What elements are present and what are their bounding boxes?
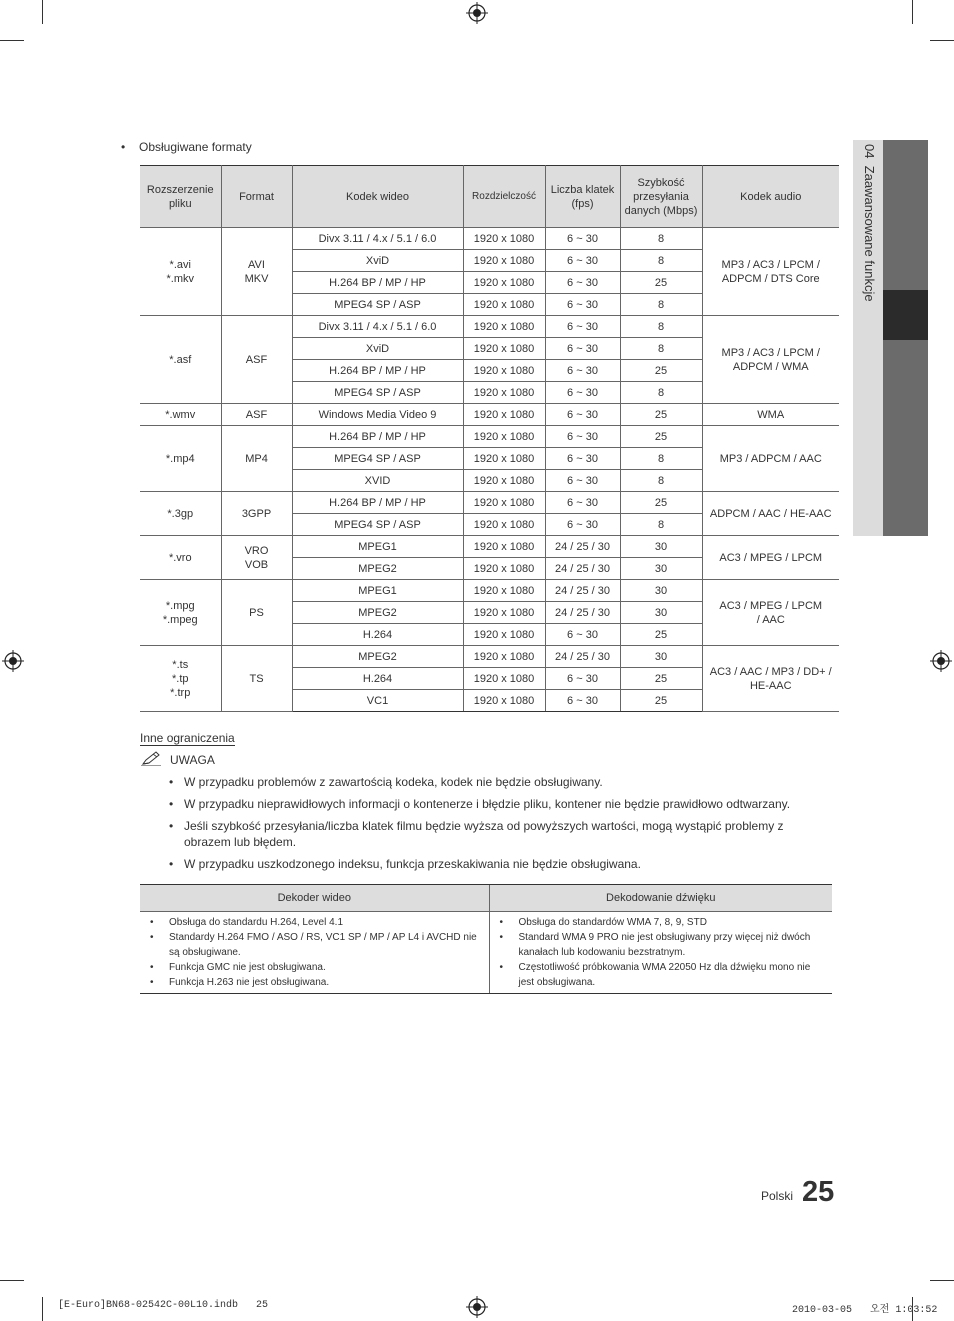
bullet: •: [169, 775, 174, 789]
audio-decoder-cell: [489, 912, 832, 994]
video-codec-cell: XviD: [292, 250, 463, 272]
list-item: [148, 930, 481, 960]
bitrate-cell: 8: [620, 294, 702, 316]
fps-cell: 24 / 25 / 30: [545, 646, 620, 668]
resolution-cell: 1920 x 1080: [463, 294, 545, 316]
table-row: [140, 426, 839, 448]
fps-cell: 24 / 25 / 30: [545, 558, 620, 580]
registration-mark-right: [930, 650, 952, 672]
bullet: •: [169, 797, 174, 811]
format-cell: 3GPP: [221, 492, 292, 536]
video-codec-cell: MPEG1: [292, 536, 463, 558]
bitrate-cell: 25: [620, 404, 702, 426]
video-codec-cell: XVID: [292, 470, 463, 492]
notes-list: [168, 774, 828, 878]
fps-cell: 6 ~ 30: [545, 470, 620, 492]
resolution-cell: 1920 x 1080: [463, 448, 545, 470]
column-header: Rozszerzenie pliku: [140, 166, 221, 228]
bitrate-cell: 25: [620, 668, 702, 690]
table-row: [140, 316, 839, 338]
bitrate-cell: 30: [620, 646, 702, 668]
format-cell: VRO VOB: [221, 536, 292, 580]
column-header: Kodek audio: [702, 166, 839, 228]
video-decoder-cell: [140, 912, 489, 994]
list-item: [168, 796, 828, 812]
video-codec-cell: MPEG4 SP / ASP: [292, 382, 463, 404]
bullet: •: [150, 962, 154, 973]
format-cell: MP4: [221, 426, 292, 492]
format-cell: TS: [221, 646, 292, 712]
extension-cell: *.avi *.mkv: [140, 228, 221, 316]
fps-cell: 6 ~ 30: [545, 272, 620, 294]
video-codec-cell: MPEG4 SP / ASP: [292, 514, 463, 536]
registration-mark-bottom: [466, 1296, 488, 1318]
bitrate-cell: 8: [620, 514, 702, 536]
list-item: [168, 818, 828, 850]
list-item: [148, 915, 481, 930]
resolution-cell: 1920 x 1080: [463, 668, 545, 690]
fps-cell: 24 / 25 / 30: [545, 602, 620, 624]
registration-mark-top: [466, 2, 488, 24]
video-codec-cell: MPEG2: [292, 602, 463, 624]
bitrate-cell: 25: [620, 492, 702, 514]
resolution-cell: 1920 x 1080: [463, 602, 545, 624]
extension-cell: *.vro: [140, 536, 221, 580]
audio-codec-cell: ADPCM / AAC / HE-AAC: [702, 492, 839, 536]
list-item: [498, 915, 825, 930]
fps-cell: 6 ~ 30: [545, 382, 620, 404]
resolution-cell: 1920 x 1080: [463, 250, 545, 272]
bullet: •: [499, 932, 504, 943]
fps-cell: 6 ~ 30: [545, 360, 620, 382]
bitrate-cell: 8: [620, 382, 702, 404]
decoder-item-text: Częstotliwość próbkowania WMA 22050 Hz dla dźwięku mono nie jest obsługiwana.: [518, 962, 811, 988]
note-text: Jeśli szybkość przesyłania/liczba klatek filmu będzie wyższa od powyższych wartości, mogą wystąpić problemy z obrazem lub błędem.: [184, 819, 784, 849]
bitrate-cell: 25: [620, 272, 702, 294]
audio-codec-cell: AC3 / MPEG / LPCM / AAC: [702, 580, 839, 646]
video-codec-cell: H.264 BP / MP / HP: [292, 492, 463, 514]
bullet: •: [499, 917, 504, 928]
fps-cell: 6 ~ 30: [545, 316, 620, 338]
resolution-cell: 1920 x 1080: [463, 624, 545, 646]
bullet: •: [150, 977, 154, 988]
print-slug-date: 2010-03-05 오전 1:03:52: [792, 1305, 938, 1316]
format-cell: AVI MKV: [221, 228, 292, 316]
audio-codec-cell: AC3 / MPEG / LPCM: [702, 536, 839, 580]
video-codec-cell: XviD: [292, 338, 463, 360]
decoder-item-text: Standard WMA 9 PRO nie jest obsługiwany przy więcej niż dwóch kanałach lub kodowaniu bezstratnym.: [518, 932, 811, 958]
bitrate-cell: 8: [620, 228, 702, 250]
page-number: 25: [802, 1176, 835, 1208]
bullet: •: [150, 917, 154, 928]
supported-formats-label: Obsługiwane formaty: [139, 140, 252, 154]
fps-cell: 6 ~ 30: [545, 338, 620, 360]
resolution-cell: 1920 x 1080: [463, 404, 545, 426]
video-codec-cell: H.264 BP / MP / HP: [292, 426, 463, 448]
bitrate-cell: 8: [620, 338, 702, 360]
fps-cell: 6 ~ 30: [545, 690, 620, 712]
resolution-cell: 1920 x 1080: [463, 514, 545, 536]
note-pencil-icon: [141, 750, 161, 766]
supported-formats-heading: [121, 140, 252, 154]
extension-cell: *.wmv: [140, 404, 221, 426]
list-item: [148, 960, 481, 975]
extension-cell: *.mpg *.mpeg: [140, 580, 221, 646]
decoder-item-text: Funkcja GMC nie jest obsługiwana.: [169, 962, 326, 973]
resolution-cell: 1920 x 1080: [463, 470, 545, 492]
format-cell: PS: [221, 580, 292, 646]
table-row: [140, 404, 839, 426]
list-item: [168, 774, 828, 790]
chapter-title: Zaawansowane funkcje: [862, 165, 877, 302]
resolution-cell: 1920 x 1080: [463, 558, 545, 580]
list-item: [168, 856, 828, 872]
resolution-cell: 1920 x 1080: [463, 492, 545, 514]
fps-cell: 6 ~ 30: [545, 294, 620, 316]
chapter-label: [857, 144, 877, 302]
fps-cell: 6 ~ 30: [545, 228, 620, 250]
resolution-cell: 1920 x 1080: [463, 426, 545, 448]
table-row: [140, 492, 839, 514]
video-codec-cell: MPEG1: [292, 580, 463, 602]
video-codec-cell: MPEG4 SP / ASP: [292, 294, 463, 316]
audio-codec-cell: WMA: [702, 404, 839, 426]
list-item: [148, 975, 481, 990]
bitrate-cell: 8: [620, 448, 702, 470]
resolution-cell: 1920 x 1080: [463, 536, 545, 558]
column-header: Format: [221, 166, 292, 228]
column-header: Szybkość przesyłania danych (Mbps): [620, 166, 702, 228]
video-codec-cell: H.264 BP / MP / HP: [292, 360, 463, 382]
format-cell: ASF: [221, 404, 292, 426]
bitrate-cell: 25: [620, 624, 702, 646]
audio-codec-cell: AC3 / AAC / MP3 / DD+ / HE-AAC: [702, 646, 839, 712]
resolution-cell: 1920 x 1080: [463, 272, 545, 294]
audio-codec-cell: MP3 / AC3 / LPCM / ADPCM / WMA: [702, 316, 839, 404]
bullet: •: [169, 819, 174, 833]
video-decoder-header: Dekoder wideo: [140, 885, 489, 912]
resolution-cell: 1920 x 1080: [463, 338, 545, 360]
registration-mark-left: [2, 650, 24, 672]
note-text: W przypadku uszkodzonego indeksu, funkcja przeskakiwania nie będzie obsługiwana.: [184, 857, 641, 871]
footer-language: Polski: [761, 1189, 794, 1203]
resolution-cell: 1920 x 1080: [463, 580, 545, 602]
video-codec-cell: Divx 3.11 / 4.x / 5.1 / 6.0: [292, 228, 463, 250]
video-codec-cell: MPEG2: [292, 646, 463, 668]
list-item: [498, 960, 825, 990]
table-row: [140, 580, 839, 602]
resolution-cell: 1920 x 1080: [463, 690, 545, 712]
column-header: Rozdzielczość: [463, 166, 545, 228]
other-limits-heading: Inne ograniczenia: [140, 731, 235, 745]
bitrate-cell: 30: [620, 580, 702, 602]
extension-cell: *.asf: [140, 316, 221, 404]
bitrate-cell: 30: [620, 602, 702, 624]
bitrate-cell: 30: [620, 558, 702, 580]
bitrate-cell: 25: [620, 426, 702, 448]
note-text: W przypadku nieprawidłowych informacji o kontenerze i błędzie pliku, kontener nie będzie prawidłowo odtwarzany.: [184, 797, 791, 811]
bitrate-cell: 25: [620, 360, 702, 382]
note-label: UWAGA: [170, 753, 215, 767]
decoder-item-text: Funkcja H.263 nie jest obsługiwana.: [169, 977, 330, 988]
fps-cell: 6 ~ 30: [545, 426, 620, 448]
resolution-cell: 1920 x 1080: [463, 360, 545, 382]
decoder-table: [140, 884, 832, 994]
video-codec-cell: MPEG4 SP / ASP: [292, 448, 463, 470]
resolution-cell: 1920 x 1080: [463, 316, 545, 338]
audio-decoder-header: Dekodowanie dźwięku: [489, 885, 832, 912]
extension-cell: *.ts *.tp *.trp: [140, 646, 221, 712]
bullet: •: [169, 857, 174, 871]
video-codec-cell: Windows Media Video 9: [292, 404, 463, 426]
chapter-number: 04: [862, 144, 877, 159]
fps-cell: 6 ~ 30: [545, 624, 620, 646]
video-codec-cell: H.264: [292, 624, 463, 646]
decoder-item-text: Obsługa do standardu H.264, Level 4.1: [169, 917, 344, 928]
audio-codec-cell: MP3 / ADPCM / AAC: [702, 426, 839, 492]
fps-cell: 6 ~ 30: [545, 250, 620, 272]
bullet: •: [499, 962, 504, 973]
decoder-item-text: Obsługa do standardów WMA 7, 8, 9, STD: [518, 917, 707, 928]
fps-cell: 24 / 25 / 30: [545, 580, 620, 602]
column-header: Kodek wideo: [292, 166, 463, 228]
extension-cell: *.mp4: [140, 426, 221, 492]
bitrate-cell: 8: [620, 250, 702, 272]
supported-formats-table: [140, 165, 839, 712]
video-codec-cell: H.264: [292, 668, 463, 690]
table-row: [140, 646, 839, 668]
fps-cell: 6 ~ 30: [545, 492, 620, 514]
bullet: •: [121, 140, 126, 154]
note-text: W przypadku problemów z zawartością kodeka, kodek nie będzie obsługiwany.: [184, 775, 603, 789]
list-item: [498, 930, 825, 960]
resolution-cell: 1920 x 1080: [463, 382, 545, 404]
bitrate-cell: 8: [620, 316, 702, 338]
extension-cell: *.3gp: [140, 492, 221, 536]
video-codec-cell: MPEG2: [292, 558, 463, 580]
video-codec-cell: VC1: [292, 690, 463, 712]
column-header: Liczba klatek (fps): [545, 166, 620, 228]
audio-codec-cell: MP3 / AC3 / LPCM / ADPCM / DTS Core: [702, 228, 839, 316]
print-slug-file: [E-Euro]BN68-02542C-00L10.indb 25: [58, 1300, 269, 1311]
fps-cell: 6 ~ 30: [545, 404, 620, 426]
format-cell: ASF: [221, 316, 292, 404]
video-codec-cell: Divx 3.11 / 4.x / 5.1 / 6.0: [292, 316, 463, 338]
video-codec-cell: H.264 BP / MP / HP: [292, 272, 463, 294]
bullet: •: [150, 932, 154, 943]
table-row: [140, 228, 839, 250]
fps-cell: 24 / 25 / 30: [545, 536, 620, 558]
resolution-cell: 1920 x 1080: [463, 646, 545, 668]
decoder-item-text: Standardy H.264 FMO / ASO / RS, VC1 SP / MP / AP L4 i AVCHD nie są obsługiwane.: [169, 932, 477, 958]
bitrate-cell: 25: [620, 690, 702, 712]
fps-cell: 6 ~ 30: [545, 448, 620, 470]
fps-cell: 6 ~ 30: [545, 514, 620, 536]
bitrate-cell: 8: [620, 470, 702, 492]
table-row: [140, 536, 839, 558]
bitrate-cell: 30: [620, 536, 702, 558]
resolution-cell: 1920 x 1080: [463, 228, 545, 250]
fps-cell: 6 ~ 30: [545, 668, 620, 690]
